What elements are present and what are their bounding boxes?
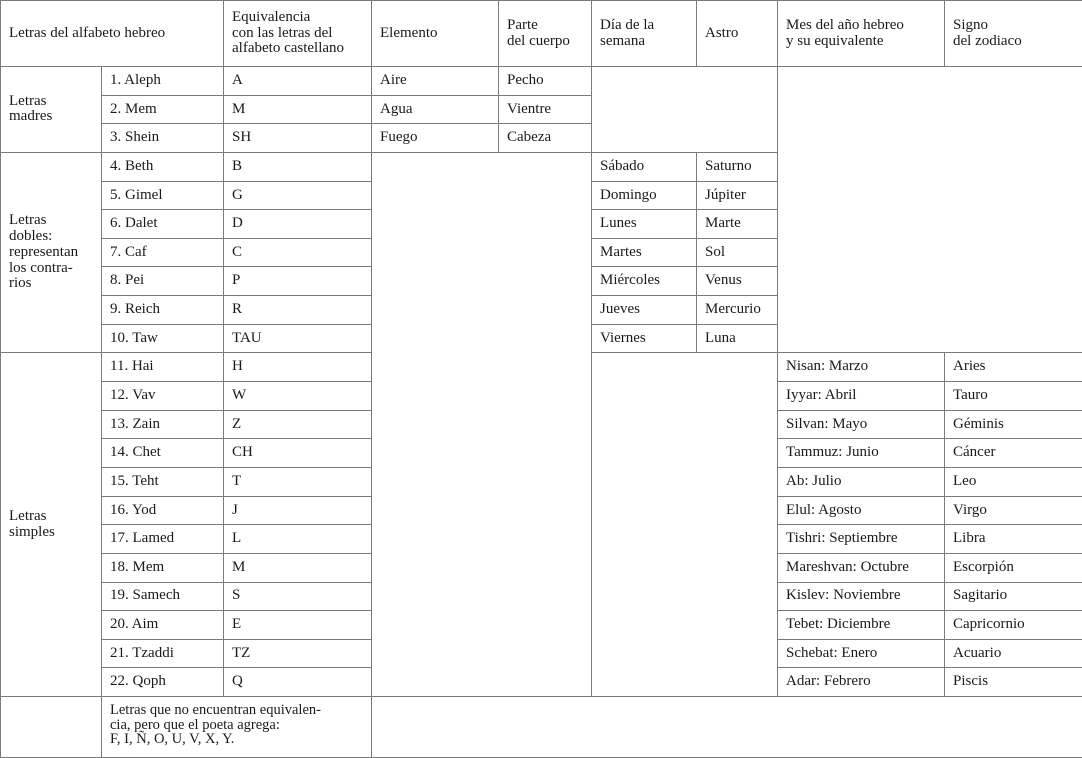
astro-cell: Venus [697, 267, 778, 296]
signo-cell: Escorpión [945, 553, 1082, 582]
equivalence-cell: J [224, 496, 372, 525]
letter-cell: 13. Zain [102, 410, 224, 439]
signo-cell: Cáncer [945, 439, 1082, 468]
equivalence-cell: T [224, 467, 372, 496]
equivalence-cell: CH [224, 439, 372, 468]
mes-cell: Schebat: Enero [778, 639, 945, 668]
letter-cell: 10. Taw [102, 324, 224, 353]
signo-cell: Tauro [945, 382, 1082, 411]
letter-cell: 4. Beth [102, 152, 224, 181]
elemento-cell: Aire [372, 67, 499, 96]
dia-cell: Martes [592, 238, 697, 267]
equivalence-cell: L [224, 525, 372, 554]
letter-cell: 16. Yod [102, 496, 224, 525]
letter-cell: 6. Dalet [102, 210, 224, 239]
group-label-madres: Letras madres [1, 67, 102, 153]
parte-cell: Pecho [499, 67, 592, 96]
empty-cell [372, 152, 592, 696]
mes-cell: Tammuz: Junio [778, 439, 945, 468]
parte-cell: Vientre [499, 95, 592, 124]
dia-cell: Jueves [592, 296, 697, 325]
parte-cell: Cabeza [499, 124, 592, 153]
letter-cell: 20. Aim [102, 611, 224, 640]
letter-cell: 21. Tzaddi [102, 639, 224, 668]
letter-cell: 5. Gimel [102, 181, 224, 210]
letter-cell: 11. Hai [102, 353, 224, 382]
signo-cell: Géminis [945, 410, 1082, 439]
signo-cell: Acuario [945, 639, 1082, 668]
header-elemento: Elemento [372, 1, 499, 67]
mes-cell: Mareshvan: Octubre [778, 553, 945, 582]
mes-cell: Tebet: Diciembre [778, 611, 945, 640]
astro-cell: Marte [697, 210, 778, 239]
equivalence-cell: R [224, 296, 372, 325]
empty-cell [1, 697, 102, 758]
signo-cell: Aries [945, 353, 1082, 382]
signo-cell: Sagitario [945, 582, 1082, 611]
equivalence-cell: Z [224, 410, 372, 439]
group-label-simples: Letras simples [1, 353, 102, 697]
letter-cell: 18. Mem [102, 553, 224, 582]
dia-cell: Viernes [592, 324, 697, 353]
equivalence-cell: M [224, 553, 372, 582]
astro-cell: Júpiter [697, 181, 778, 210]
equivalence-cell: B [224, 152, 372, 181]
letter-cell: 9. Reich [102, 296, 224, 325]
letter-cell: 15. Teht [102, 467, 224, 496]
letter-cell: 1. Aleph [102, 67, 224, 96]
group-label-dobles: Letras dobles: representan los contra- rios [1, 152, 102, 352]
empty-cell [592, 353, 778, 697]
equivalence-cell: Q [224, 668, 372, 697]
equivalence-cell: W [224, 382, 372, 411]
astro-cell: Mercurio [697, 296, 778, 325]
equivalence-cell: TZ [224, 639, 372, 668]
header-row [1, 1, 1082, 67]
equivalence-cell: M [224, 95, 372, 124]
header-mes: Mes del año hebreo y su equivalente [778, 1, 945, 67]
equivalence-cell: D [224, 210, 372, 239]
mes-cell: Nisan: Marzo [778, 353, 945, 382]
letter-cell: 22. Qoph [102, 668, 224, 697]
mes-cell: Ab: Julio [778, 467, 945, 496]
dia-cell: Sábado [592, 152, 697, 181]
mes-cell: Tishri: Septiembre [778, 525, 945, 554]
signo-cell: Virgo [945, 496, 1082, 525]
mes-cell: Adar: Febrero [778, 668, 945, 697]
header-parte-cuerpo: Parte del cuerpo [499, 1, 592, 67]
mes-cell: Elul: Agosto [778, 496, 945, 525]
letter-cell: 7. Caf [102, 238, 224, 267]
dia-cell: Lunes [592, 210, 697, 239]
header-letras: Letras del alfabeto hebreo [1, 1, 224, 67]
letter-cell: 3. Shein [102, 124, 224, 153]
empty-cell [778, 67, 1082, 353]
equivalence-cell: C [224, 238, 372, 267]
mes-cell: Iyyar: Abril [778, 382, 945, 411]
signo-cell: Leo [945, 467, 1082, 496]
mes-cell: Kislev: Noviembre [778, 582, 945, 611]
table-row [1, 67, 1082, 96]
astro-cell: Luna [697, 324, 778, 353]
header-signo: Signo del zodiaco [945, 1, 1082, 67]
letter-cell: 17. Lamed [102, 525, 224, 554]
equivalence-cell: SH [224, 124, 372, 153]
header-astro: Astro [697, 1, 778, 67]
equivalence-cell: G [224, 181, 372, 210]
equivalence-cell: A [224, 67, 372, 96]
header-dia-semana: Día de la semana [592, 1, 697, 67]
dia-cell: Domingo [592, 181, 697, 210]
letter-cell: 2. Mem [102, 95, 224, 124]
letter-cell: 12. Vav [102, 382, 224, 411]
empty-cell [592, 67, 778, 153]
letter-cell: 14. Chet [102, 439, 224, 468]
signo-cell: Libra [945, 525, 1082, 554]
astro-cell: Sol [697, 238, 778, 267]
equivalence-cell: P [224, 267, 372, 296]
elemento-cell: Fuego [372, 124, 499, 153]
elemento-cell: Agua [372, 95, 499, 124]
signo-cell: Capricornio [945, 611, 1082, 640]
letter-cell: 19. Samech [102, 582, 224, 611]
astro-cell: Saturno [697, 152, 778, 181]
equivalence-cell: S [224, 582, 372, 611]
mes-cell: Silvan: Mayo [778, 410, 945, 439]
equivalence-cell: E [224, 611, 372, 640]
dia-cell: Miércoles [592, 267, 697, 296]
header-equivalencia: Equivalencia con las letras del alfabeto castellano [224, 1, 372, 67]
empty-cell [372, 697, 1082, 758]
signo-cell: Piscis [945, 668, 1082, 697]
footer-note: Letras que no encuentran equivalen- cia, pero que el poeta agrega: F, I, Ñ, O, U, V, X, Y. [102, 697, 372, 758]
equivalence-cell: H [224, 353, 372, 382]
equivalence-cell: TAU [224, 324, 372, 353]
letter-cell: 8. Pei [102, 267, 224, 296]
footer-row [1, 697, 1082, 758]
